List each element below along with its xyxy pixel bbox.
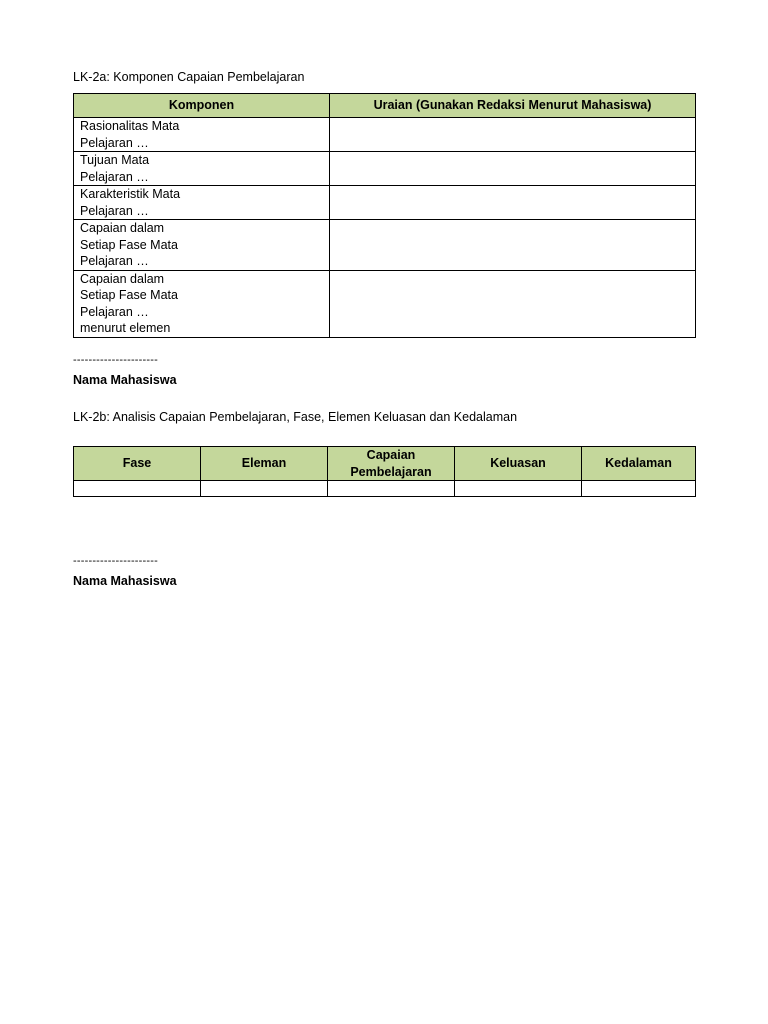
komponen-line: Pelajaran … xyxy=(80,135,149,150)
uraian-cell[interactable] xyxy=(330,186,696,220)
komponen-line: Setiap Fase Mata xyxy=(80,288,178,302)
komponen-line: Tujuan Mata xyxy=(80,153,150,167)
komponen-line: Pelajaran … xyxy=(80,169,149,184)
capaian-cell[interactable] xyxy=(328,481,455,497)
uraian-cell[interactable] xyxy=(330,270,696,337)
lk2b-header-row xyxy=(74,447,696,481)
lk2a-header-komponen: Komponen xyxy=(74,94,330,118)
lk2b-signature-line: ---------------------- xyxy=(73,555,158,567)
komponen-line: menurut elemen xyxy=(80,321,171,335)
table-row xyxy=(74,270,696,337)
lk2b-title: LK-2b: Analisis Capaian Pembelajaran, Fase, Elemen Keluasan dan Kedalaman xyxy=(73,410,518,424)
uraian-cell[interactable] xyxy=(330,220,696,271)
eleman-cell[interactable] xyxy=(201,481,328,497)
komponen-line: Pelajaran … xyxy=(80,203,149,218)
lk2a-header-uraian: Uraian (Gunakan Redaksi Menurut Mahasiswa) xyxy=(330,94,696,118)
lk2b-header-capaian xyxy=(328,447,455,481)
lk2b-header-keluasan: Keluasan xyxy=(455,447,582,481)
lk2a-title: LK-2a: Komponen Capaian Pembelajaran xyxy=(73,70,305,84)
komponen-line: Pelajaran … xyxy=(80,304,149,319)
table-row xyxy=(74,118,696,152)
uraian-cell[interactable] xyxy=(330,118,696,152)
keluasan-cell[interactable] xyxy=(455,481,582,497)
komponen-line: Capaian dalam xyxy=(80,221,165,235)
lk2b-table xyxy=(73,446,696,497)
fase-cell[interactable] xyxy=(74,481,201,497)
lk2b-header-eleman: Eleman xyxy=(201,447,328,481)
lk2b-header-fase: Fase xyxy=(74,447,201,481)
komponen-cell xyxy=(74,220,330,271)
lk2a-header-row xyxy=(74,94,696,118)
uraian-cell[interactable] xyxy=(330,152,696,186)
lk2b-header-capaian-line: Capaian xyxy=(366,448,416,462)
lk2b-signature-label: Nama Mahasiswa xyxy=(73,574,177,588)
komponen-line: Pelajaran … xyxy=(80,254,149,268)
komponen-cell xyxy=(74,152,330,186)
lk2b-header-kedalaman: Kedalaman xyxy=(582,447,696,481)
table-row xyxy=(74,186,696,220)
komponen-line: Setiap Fase Mata xyxy=(80,237,178,252)
lk2a-signature-label: Nama Mahasiswa xyxy=(73,373,177,387)
komponen-cell xyxy=(74,270,330,337)
komponen-cell xyxy=(74,118,330,152)
komponen-line: Rasionalitas Mata xyxy=(80,119,180,133)
table-row xyxy=(74,152,696,186)
lk2a-table xyxy=(73,93,696,338)
lk2a-signature-line: ---------------------- xyxy=(73,354,158,366)
kedalaman-cell[interactable] xyxy=(582,481,696,497)
komponen-line: Karakteristik Mata xyxy=(80,187,181,201)
komponen-line: Capaian dalam xyxy=(80,271,165,286)
komponen-cell xyxy=(74,186,330,220)
lk2b-header-capaian-line: Pembelajaran xyxy=(350,464,432,479)
table-row xyxy=(74,220,696,271)
table-row xyxy=(74,481,696,497)
